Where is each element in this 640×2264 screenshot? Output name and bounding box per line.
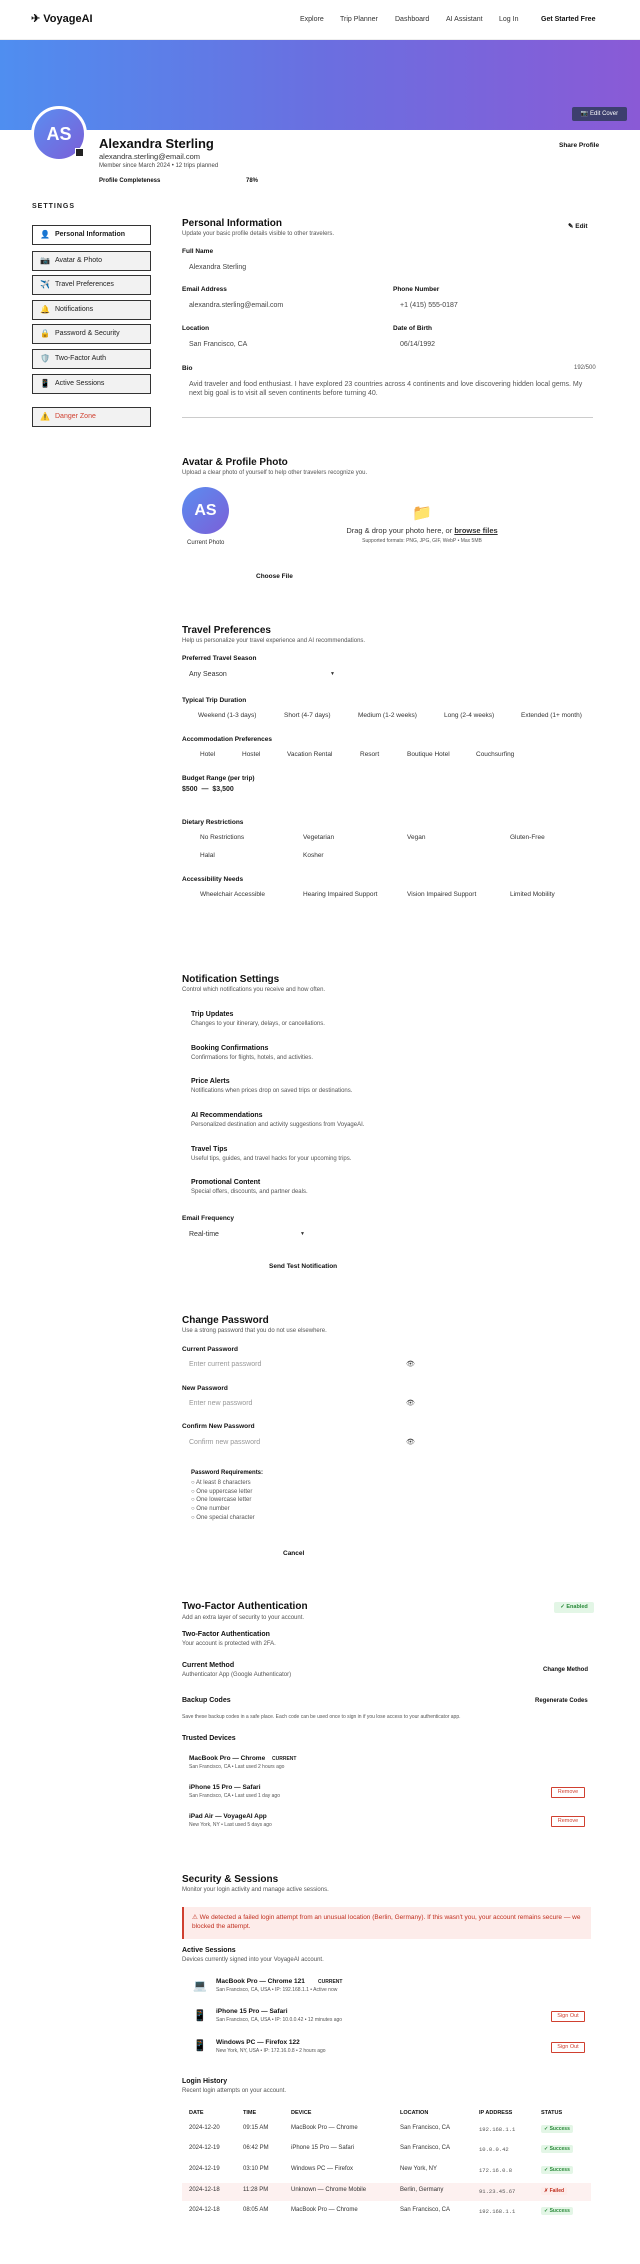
- req-item: ○ At least 8 characters: [191, 1480, 251, 1486]
- cover-banner: [0, 40, 640, 130]
- status-badge: ✓ Success: [541, 2145, 573, 2153]
- backup-desc: Save these backup codes in a safe place. Each code can be used once to sign in if you lose access to your authenticator app.: [182, 1714, 461, 1720]
- bio-text: Avid traveler and food enthusiast. I have explored 23 countries across 4 continents and love discovering hidden local gems. My next big goal is to visit all seven continents before turning 40.: [189, 381, 583, 398]
- notif-item-title: Trip Updates: [191, 1011, 234, 1018]
- cell-time: 09:15 AM: [243, 2125, 269, 2131]
- profile-meta: Member since March 2024 • 12 trips planned: [99, 163, 219, 169]
- notif-item-title: Travel Tips: [191, 1146, 228, 1153]
- col-status: STATUS: [541, 2110, 563, 2116]
- avatar[interactable]: AS: [31, 106, 87, 162]
- twofa-status-desc: Your account is protected with 2FA.: [182, 1641, 276, 1647]
- share-profile-button[interactable]: Share Profile: [559, 142, 600, 149]
- req-item: ○ One special character: [191, 1515, 255, 1521]
- settings-heading: SETTINGS: [32, 203, 76, 210]
- cell-ip: 10.0.0.42: [479, 2146, 509, 2153]
- profile-email: alexandra.sterling@email.com: [99, 152, 200, 161]
- bio-label: Bio: [182, 365, 193, 372]
- cell-device: MacBook Pro — Chrome: [291, 2207, 358, 2213]
- full-name-label: Full Name: [182, 248, 214, 255]
- device-name: iPhone 15 Pro — Safari: [189, 1784, 261, 1791]
- bell-icon: 🔔: [40, 305, 50, 314]
- phone-field[interactable]: +1 (415) 555-0187: [400, 302, 458, 309]
- travel-desc: Help us personalize your travel experience and AI recommendations.: [182, 638, 366, 644]
- req-item: ○ One number: [191, 1506, 230, 1512]
- duration-label: Typical Trip Duration: [182, 697, 247, 704]
- trusted-title: Trusted Devices: [182, 1735, 236, 1742]
- duration-option[interactable]: Short (4-7 days): [284, 712, 331, 719]
- cell-date: 2024-12-18: [189, 2187, 220, 2193]
- freq-select[interactable]: [189, 1231, 305, 1238]
- email-label: Email Address: [182, 286, 227, 293]
- accom-option[interactable]: Hostel: [242, 751, 261, 758]
- notif-item-desc: Special offers, discounts, and partner deals.: [191, 1189, 308, 1195]
- confirm-password-label: Confirm New Password: [182, 1423, 255, 1430]
- duration-option[interactable]: Long (2-4 weeks): [444, 712, 495, 719]
- device-name: iPad Air — VoyageAI App: [189, 1813, 267, 1820]
- cell-location: New York, NY: [400, 2166, 438, 2172]
- email-field[interactable]: alexandra.sterling@email.com: [189, 302, 284, 309]
- travel-title: Travel Preferences: [182, 625, 271, 636]
- req-item: ○ One uppercase letter: [191, 1489, 253, 1495]
- diet-option[interactable]: Halal: [200, 852, 215, 859]
- camera-icon: 📷: [40, 256, 50, 265]
- location-field[interactable]: San Francisco, CA: [189, 341, 248, 348]
- season-value: Any Season: [189, 671, 227, 678]
- send-test-button[interactable]: Send Test Notification: [269, 1263, 338, 1270]
- sign-out-button[interactable]: Sign Out: [551, 2011, 585, 2022]
- access-label: Accessibility Needs: [182, 876, 244, 883]
- new-password-input[interactable]: Enter new password: [189, 1400, 253, 1407]
- notif-item-desc: Confirmations for flights, hotels, and activities.: [191, 1055, 314, 1061]
- cell-date: 2024-12-20: [189, 2125, 220, 2131]
- phone-label: Phone Number: [393, 286, 440, 293]
- history-title: Login History: [182, 2078, 228, 2085]
- cell-time: 03:10 PM: [243, 2166, 269, 2172]
- current-tag: CURRENT: [272, 1756, 297, 1762]
- dob-label: Date of Birth: [393, 325, 432, 332]
- access-option[interactable]: Hearing Impaired Support: [303, 891, 378, 898]
- nav-ai-assistant[interactable]: AI Assistant: [446, 16, 483, 23]
- access-option[interactable]: Vision Impaired Support: [407, 891, 477, 898]
- cell-ip: 172.16.0.8: [479, 2167, 513, 2174]
- enabled-badge: ✓ Enabled: [554, 1602, 594, 1613]
- plane-icon: ✈️: [40, 280, 50, 289]
- sessions-desc: Monitor your login activity and manage active sessions.: [182, 1887, 329, 1893]
- session-meta: New York, NY, USA • IP: 172.16.0.8 • 2 hours ago: [216, 2048, 326, 2054]
- col-location: LOCATION: [400, 2110, 429, 2116]
- browse-files-link[interactable]: browse files: [454, 526, 498, 535]
- access-option[interactable]: Limited Mobility: [510, 891, 555, 898]
- accom-label: Accommodation Preferences: [182, 736, 272, 743]
- change-method-button[interactable]: Change Method: [543, 1667, 588, 1673]
- cell-time: 11:28 PM: [243, 2187, 269, 2193]
- status-badge: ✓ Success: [541, 2125, 573, 2133]
- twofa-desc: Add an extra layer of security to your account.: [182, 1615, 305, 1621]
- location-label: Location: [182, 325, 210, 332]
- cell-ip: 192.168.1.1: [479, 2208, 516, 2215]
- laptop-icon: 💻: [193, 1980, 207, 1992]
- diet-option[interactable]: Gluten-Free: [510, 834, 545, 841]
- cell-date: 2024-12-19: [189, 2166, 220, 2172]
- cell-location: San Francisco, CA: [400, 2145, 451, 2151]
- cell-time: 08:05 AM: [243, 2207, 269, 2213]
- phone-icon: 📱: [193, 2040, 207, 2052]
- sidebar-item-label: Notifications: [55, 306, 94, 313]
- phone-icon: 📱: [193, 2010, 207, 2022]
- history-desc: Recent login attempts on your account.: [182, 2088, 287, 2094]
- status-badge: ✗ Failed: [541, 2187, 567, 2195]
- sidebar-item-danger[interactable]: [32, 407, 151, 427]
- cell-ip: 91.23.45.67: [479, 2188, 516, 2195]
- avatar-desc: Upload a clear photo of yourself to help other travelers recognize you.: [182, 470, 368, 476]
- notif-item-desc: Changes to your itinerary, delays, or cancellations.: [191, 1021, 325, 1027]
- notif-title: Notification Settings: [182, 974, 280, 985]
- chevron-down-icon: ▼: [330, 671, 335, 677]
- method-title: Current Method: [182, 1662, 235, 1669]
- cell-time: 06:42 PM: [243, 2145, 269, 2151]
- accom-option[interactable]: Hotel: [200, 751, 216, 758]
- completeness-label: Profile Completeness: [99, 178, 161, 184]
- device-meta: San Francisco, CA • Last used 1 day ago: [189, 1793, 280, 1799]
- top-nav: [0, 0, 640, 40]
- budget-min: $500: [182, 786, 198, 793]
- notif-item-title: AI Recommendations: [191, 1112, 263, 1119]
- season-select[interactable]: [189, 671, 335, 678]
- choose-file-button[interactable]: Choose File: [256, 573, 293, 580]
- freq-value: Real-time: [189, 1231, 219, 1238]
- cell-ip: 192.168.1.1: [479, 2126, 516, 2133]
- accom-option[interactable]: Resort: [360, 751, 380, 758]
- sidebar-item-avatar[interactable]: [32, 251, 151, 271]
- remove-device-button[interactable]: Remove: [551, 1787, 585, 1798]
- phone-icon: 📱: [40, 379, 50, 388]
- dob-field[interactable]: 06/14/1992: [400, 341, 436, 348]
- eye-icon[interactable]: 👁: [406, 1361, 415, 1368]
- cell-device: Unknown — Chrome Mobile: [291, 2187, 367, 2193]
- col-time: TIME: [243, 2110, 257, 2116]
- drop-text: Drag & drop your photo here, or: [346, 526, 455, 535]
- personal-title: Personal Information: [182, 218, 283, 229]
- new-password-label: New Password: [182, 1385, 228, 1392]
- sidebar-item-personal[interactable]: [32, 225, 151, 245]
- diet-option[interactable]: Kosher: [303, 852, 324, 859]
- sign-out-button[interactable]: Sign Out: [551, 2042, 585, 2053]
- notif-item-desc: Personalized destination and activity suggestions from VoyageAI.: [191, 1122, 365, 1128]
- notif-item-title: Booking Confirmations: [191, 1045, 269, 1052]
- shield-icon: 🛡️: [40, 354, 50, 363]
- avatar-camera-icon[interactable]: [75, 148, 84, 157]
- sidebar-item-label: Avatar & Photo: [55, 257, 102, 264]
- eye-icon[interactable]: 👁: [406, 1400, 415, 1407]
- avatar-preview: AS: [182, 487, 229, 534]
- session-name: MacBook Pro — Chrome 121: [216, 1978, 305, 1985]
- sidebar-item-notifications[interactable]: [32, 300, 151, 320]
- method-desc: Authenticator App (Google Authenticator): [182, 1672, 292, 1678]
- cell-location: San Francisco, CA: [400, 2125, 451, 2131]
- full-name-field[interactable]: Alexandra Sterling: [189, 264, 247, 271]
- formats-text: Supported formats: PNG, JPG, GIF, WebP • Max 5MB: [362, 538, 482, 544]
- device-meta: San Francisco, CA • Last used 2 hours ago: [189, 1764, 285, 1770]
- duration-option[interactable]: Weekend (1-3 days): [198, 712, 257, 719]
- cell-date: 2024-12-18: [189, 2207, 220, 2213]
- current-password-input[interactable]: Enter current password: [189, 1361, 262, 1368]
- diet-option[interactable]: Vegetarian: [303, 834, 335, 841]
- diet-option[interactable]: No Restrictions: [200, 834, 245, 841]
- sidebar-item-label: Personal Information: [55, 231, 126, 238]
- budget-range[interactable]: [182, 786, 234, 793]
- password-desc: Use a strong password that you do not use elsewhere.: [182, 1328, 327, 1334]
- bio-textarea[interactable]: [182, 376, 593, 418]
- personal-desc: Update your basic profile details visible to other travelers.: [182, 231, 335, 237]
- active-sessions-title: Active Sessions: [182, 1947, 236, 1954]
- cell-device: iPhone 15 Pro — Safari: [291, 2145, 355, 2151]
- twofa-status-title: Two-Factor Authentication: [182, 1631, 270, 1638]
- sidebar-item-travel[interactable]: [32, 275, 151, 295]
- cell-date: 2024-12-19: [189, 2145, 220, 2151]
- eye-icon[interactable]: 👁: [406, 1439, 415, 1446]
- duration-option[interactable]: Extended (1+ month): [521, 712, 582, 719]
- nav-login[interactable]: Log In: [499, 16, 519, 23]
- diet-option[interactable]: Vegan: [407, 834, 426, 841]
- nav-explore[interactable]: Explore: [300, 16, 324, 23]
- col-ip: IP ADDRESS: [479, 2110, 513, 2116]
- status-badge: ✓ Success: [541, 2207, 573, 2215]
- upload-dropzone[interactable]: [331, 497, 513, 557]
- req-title: Password Requirements:: [191, 1470, 264, 1476]
- session-meta: San Francisco, CA, USA • IP: 192.168.1.1 • Active now: [216, 1987, 338, 1993]
- confirm-password-input[interactable]: Confirm new password: [189, 1439, 261, 1446]
- session-name: Windows PC — Firefox 122: [216, 2039, 300, 2046]
- season-label: Preferred Travel Season: [182, 655, 257, 662]
- cell-location: Berlin, Germany: [400, 2187, 444, 2193]
- folder-icon: 📁: [412, 505, 432, 522]
- req-item: ○ One lowercase letter: [191, 1497, 252, 1503]
- sidebar-item-label: Danger Zone: [55, 413, 96, 420]
- cell-device: Windows PC — Firefox: [291, 2166, 354, 2172]
- sidebar-item-2fa[interactable]: [32, 349, 151, 369]
- status-badge: ✓ Success: [541, 2166, 573, 2174]
- edit-cover-button[interactable]: 📷 Edit Cover: [572, 107, 627, 121]
- accom-option[interactable]: Couchsurfing: [476, 751, 515, 758]
- cancel-button[interactable]: Cancel: [283, 1550, 305, 1557]
- sidebar-item-security[interactable]: [32, 324, 151, 344]
- sidebar-item-sessions[interactable]: [32, 374, 151, 394]
- warning-icon: ⚠️: [40, 412, 50, 421]
- cell-device: MacBook Pro — Chrome: [291, 2125, 358, 2131]
- remove-device-button[interactable]: Remove: [551, 1816, 585, 1827]
- regenerate-codes-button[interactable]: Regenerate Codes: [535, 1698, 588, 1704]
- accom-option[interactable]: Boutique Hotel: [407, 751, 450, 758]
- notif-item-desc: Useful tips, guides, and travel hacks for your upcoming trips.: [191, 1156, 352, 1162]
- diet-label: Dietary Restrictions: [182, 819, 244, 826]
- duration-option[interactable]: Medium (1-2 weeks): [358, 712, 417, 719]
- device-meta: New York, NY • Last used 5 days ago: [189, 1822, 272, 1828]
- sidebar-item-label: Two-Factor Auth: [55, 355, 106, 362]
- budget-separator: —: [201, 786, 209, 793]
- notif-desc: Control which notifications you receive and how often.: [182, 987, 326, 993]
- sidebar-item-label: Password & Security: [55, 330, 120, 337]
- sidebar-item-label: Travel Preferences: [55, 281, 114, 288]
- access-option[interactable]: Wheelchair Accessible: [200, 891, 266, 898]
- notif-item-title: Price Alerts: [191, 1078, 230, 1085]
- twofa-title: Two-Factor Authentication: [182, 1601, 308, 1612]
- session-meta: San Francisco, CA, USA • IP: 10.0.0.42 • 12 minutes ago: [216, 2017, 343, 2023]
- freq-label: Email Frequency: [182, 1215, 235, 1222]
- password-title: Change Password: [182, 1315, 269, 1326]
- sessions-title: Security & Sessions: [182, 1874, 279, 1885]
- completeness-value: 78%: [246, 178, 259, 184]
- backup-title: Backup Codes: [182, 1697, 231, 1704]
- accom-option[interactable]: Vacation Rental: [287, 751, 333, 758]
- get-started-button[interactable]: Get Started Free: [541, 16, 596, 23]
- current-password-label: Current Password: [182, 1346, 238, 1353]
- col-date: DATE: [189, 2110, 204, 2116]
- user-icon: 👤: [40, 230, 50, 239]
- col-device: DEVICE: [291, 2110, 312, 2116]
- current-tag: CURRENT: [318, 1979, 343, 1985]
- notif-item-desc: Notifications when prices drop on saved trips or destinations.: [191, 1088, 353, 1094]
- logo[interactable]: ✈ VoyageAI: [31, 13, 93, 25]
- avatar-title: Avatar & Profile Photo: [182, 457, 288, 468]
- chevron-down-icon: ▼: [300, 1231, 305, 1237]
- security-alert: ⚠ We detected a failed login attempt from an unusual location (Berlin, Germany). If this wasn't you, your account remains secure — we blocked the attempt.: [182, 1907, 591, 1939]
- budget-max: $3,500: [212, 786, 234, 793]
- active-sessions-desc: Devices currently signed into your VoyageAI account.: [182, 1957, 324, 1963]
- lock-icon: 🔒: [40, 329, 50, 338]
- nav-dashboard[interactable]: Dashboard: [395, 16, 430, 23]
- current-photo-label: Current Photo: [187, 540, 225, 546]
- profile-name: Alexandra Sterling: [99, 136, 214, 151]
- budget-label: Budget Range (per trip): [182, 775, 255, 782]
- device-name: MacBook Pro — Chrome: [189, 1755, 266, 1762]
- sidebar-item-label: Active Sessions: [55, 380, 105, 387]
- session-name: iPhone 15 Pro — Safari: [216, 2008, 288, 2015]
- bio-counter: 192/500: [574, 365, 596, 371]
- edit-button[interactable]: ✎ Edit: [568, 223, 588, 230]
- cell-location: San Francisco, CA: [400, 2207, 451, 2213]
- nav-trip-planner[interactable]: Trip Planner: [340, 16, 378, 23]
- notif-item-title: Promotional Content: [191, 1179, 261, 1186]
